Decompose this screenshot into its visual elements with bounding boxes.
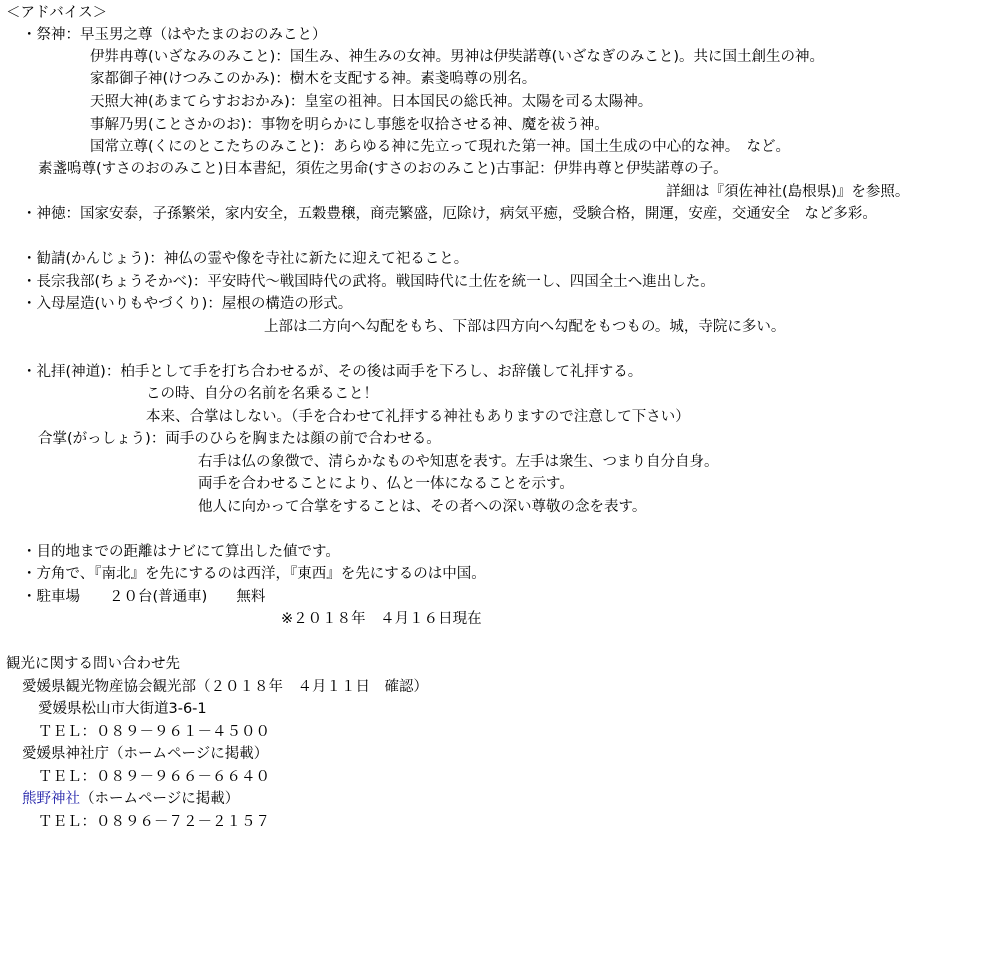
contact-org-3-note: （ホームページに掲載） <box>80 791 240 807</box>
contact-org-1: 愛媛県観光物産協会観光部（２０１８年 ４月１１日 確認） <box>22 679 428 695</box>
contact-org-2: 愛媛県神社庁（ホームページに掲載） <box>22 746 269 762</box>
kumano-jinja-link[interactable]: 熊野神社 <box>22 791 80 807</box>
saishin-item: 事解乃男(ことさかのお)：事物を明らかにし事態を収拾させる神、魔を祓う神。 <box>90 117 609 133</box>
note-as-of: ※２０１８年 ４月１６日現在 <box>281 611 482 627</box>
susanoo-note: 素盞嗚尊(すさのおのみこと)日本書紀，須佐之男命(すさのおのみこと)古事記：伊弉冉尊と伊奘諾尊の子。 <box>38 161 728 177</box>
contact-org-3-tel: ＴＥＬ：０８９６－７２－２１５７ <box>38 814 270 830</box>
saishin-item: 天照大神(あまてらすおおかみ)：皇室の祖神。日本国民の総氏神。太陽を司る太陽神。 <box>90 94 653 110</box>
detail-reference: 詳細は『須佐神社(島根県)』を参照。 <box>666 184 910 200</box>
contact-org-1-tel: ＴＥＬ：０８９－９６１－４５００ <box>38 724 270 740</box>
term-kanjo: ・勧請(かんじょう)：神仏の霊や像を寺社に新たに迎えて祀ること。 <box>22 251 469 267</box>
shintoku-line: ・神徳：国家安泰，子孫繁栄，家内安全，五穀豊穣，商売繁盛，厄除け，病気平癒，受験合格，開運，安産，交通安全 など多彩。 <box>22 206 877 222</box>
contact-org-1-address: 愛媛県松山市大街道3-6-1 <box>38 701 207 717</box>
saishin-item: 家都御子神(けつみこのかみ)：樹木を支配する神。素戔嗚尊の別名。 <box>90 71 537 87</box>
contact-org-2-tel: ＴＥＬ：０８９－９６６－６６４０ <box>38 769 270 785</box>
contact-org-3 <box>22 788 239 810</box>
saishin-main: ・祭神：早玉男之尊（はやたまのおのみこと） <box>22 27 327 43</box>
raihai-line: 本来、合掌はしない。（手を合わせて礼拝する神社もありますので注意して下さい） <box>146 409 690 425</box>
gassho-line: 右手は仏の象徴で、清らかなものや知恵を表す。左手は衆生、つまり自分自身。 <box>198 454 719 470</box>
term-irimoya-detail: 上部は二方向へ勾配をもち、下部は四方向へ勾配をもつもの。城，寺院に多い。 <box>264 319 786 335</box>
gassho-line: 両手を合わせることにより、仏と一体になることを示す。 <box>198 476 574 492</box>
note-parking: ・駐車場 ２０台(普通車) 無料 <box>22 589 266 605</box>
term-chosokabe: ・長宗我部(ちょうそかべ)：平安時代～戦国時代の武将。戦国時代に土佐を統一し、四国全土へ進出した。 <box>22 274 715 290</box>
gassho-main: 合掌(がっしょう)：両手のひらを胸または顔の前で合わせる。 <box>38 431 441 447</box>
term-irimoya: ・入母屋造(いりもやづくり)：屋根の構造の形式。 <box>22 296 353 312</box>
note-distance: ・目的地までの距離はナビにて算出した値です。 <box>22 544 340 560</box>
saishin-item: 伊弉冉尊(いざなみのみこと)：国生み、神生みの女神。男神は伊奘諾尊(いざなぎのみこと)。共に国土創生の神。 <box>90 49 824 65</box>
note-direction: ・方角で、『南北』を先にするのは西洋，『東西』を先にするのは中国。 <box>22 566 486 582</box>
raihai-main: ・礼拝(神道)：柏手として手を打ち合わせるが、その後は両手を下ろし、お辞儀して礼拝する。 <box>22 364 643 380</box>
advice-heading: ＜アドバイス＞ <box>6 5 108 21</box>
gassho-line: 他人に向かって合掌をすることは、その者への深い尊敬の念を表す。 <box>198 499 647 515</box>
contacts-title: 観光に関する問い合わせ先 <box>6 656 180 672</box>
saishin-item: 国常立尊(くにのとこたちのみこと)：あらゆる神に先立って現れた第一神。国土生成の中心的な神。 など。 <box>90 139 791 155</box>
raihai-line: この時、自分の名前を名乗ること！ <box>146 386 378 402</box>
